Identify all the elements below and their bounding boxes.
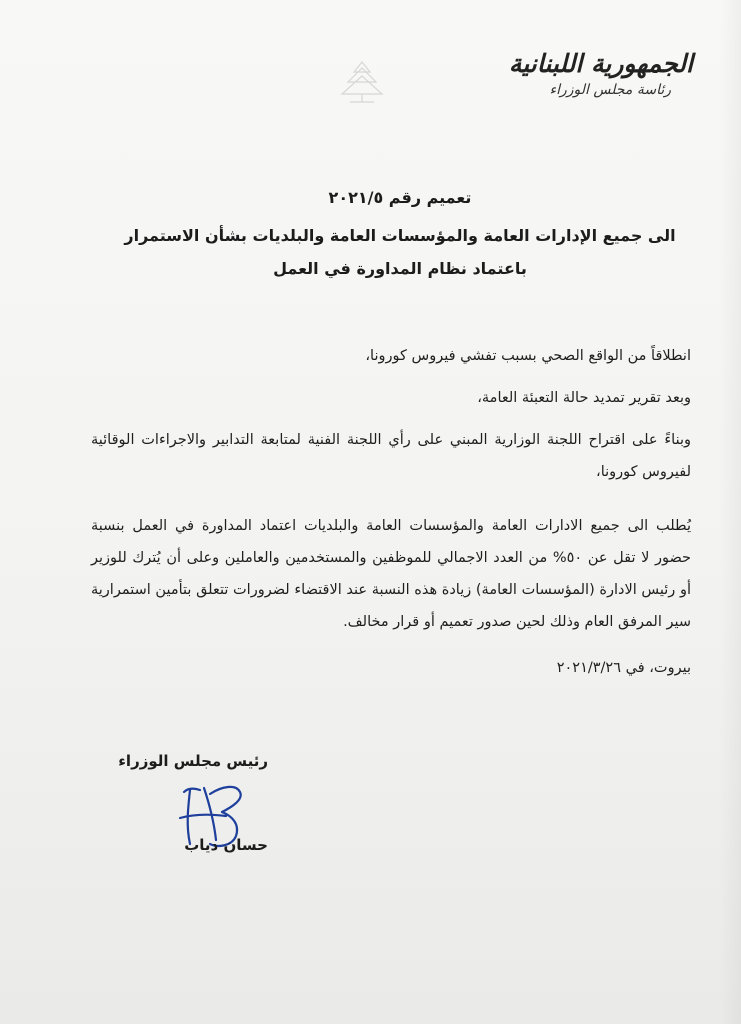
letterhead-country: الجمهورية اللبنانية xyxy=(508,49,693,78)
circular-number: تعميم رقم ٢٠٢١/٥ xyxy=(328,188,472,207)
signatory-title: رئيس مجلس الوزراء xyxy=(118,752,268,770)
signature-block xyxy=(90,752,330,872)
circular-addressee: الى جميع الإدارات العامة والمؤسسات العامة والبلديات بشأن الاستمرار xyxy=(124,226,676,245)
letterhead-office: رئاسة مجلس الوزراء xyxy=(549,82,671,98)
circular-subject: باعتماد نظام المداورة في العمل xyxy=(273,259,527,278)
document-date: بيروت، في ٢٠٢١/٣/٢٦ xyxy=(556,660,691,676)
cedar-icon xyxy=(336,58,388,106)
letterhead xyxy=(509,48,693,98)
paragraph-1: انطلاقاً من الواقع الصحي بسبب تفشي فيروس كورونا، xyxy=(365,348,691,364)
page-shadow xyxy=(719,0,741,1024)
paragraph-3: وبناءً على اقتراح اللجنة الوزارية المبني على رأي اللجنة الفنية لمتابعة التدابير والاجراءات الوقائية لفيروس كورونا، xyxy=(91,432,691,480)
paragraph-2: وبعد تقرير تمديد حالة التعبئة العامة، xyxy=(477,390,691,406)
signatory-name: حسان دياب xyxy=(184,836,268,854)
paragraph-4: يُطلب الى جميع الادارات العامة والمؤسسات العامة والبلديات اعتماد المداورة في العمل بنسبة حضور لا تقل عن ٥٠% من العدد الاجمالي للموظفين والمستخدمين والعاملين وعلى أن يُترك للوزير أو رئيس الادارة (المؤسسات العامة) زيادة هذه النسبة عند الاقتضاء لضرورات تتعلق بتأمين استمرارية سير المرفق العام وذلك لحين صدور تعميم أو قرار مخالف. xyxy=(91,518,692,630)
